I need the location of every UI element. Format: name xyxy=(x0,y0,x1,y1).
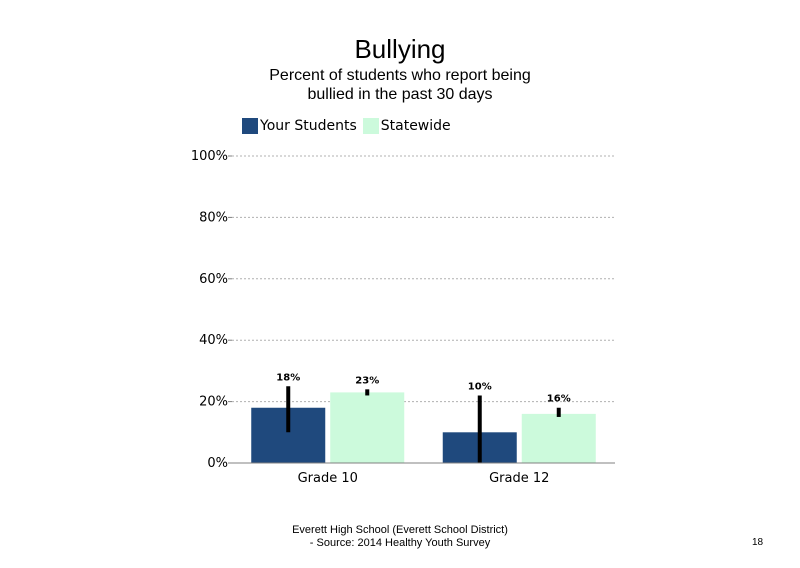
legend-label-your-students: Your Students xyxy=(260,118,357,134)
legend-label-statewide: Statewide xyxy=(380,118,451,134)
bar xyxy=(330,392,404,463)
data-label: 16% xyxy=(546,393,571,405)
y-tick-label: 40% xyxy=(199,333,228,349)
x-tick-label: Grade 12 xyxy=(489,471,550,486)
y-tick-label: 20% xyxy=(199,394,228,410)
y-tick-label: 0% xyxy=(207,456,228,471)
footer-school: Everett High School (Everett School District) xyxy=(292,524,508,536)
chart-subtitle: Percent of students who report being bullied in the past 30 days xyxy=(269,67,531,103)
bar xyxy=(522,414,596,463)
y-tick-label: 100% xyxy=(190,149,228,164)
data-label: 10% xyxy=(467,381,492,393)
chart-title: Bullying xyxy=(354,34,446,64)
footer xyxy=(250,524,550,550)
x-tick-label: Grade 10 xyxy=(297,471,358,486)
data-label: 18% xyxy=(276,372,301,384)
y-tick-label: 60% xyxy=(199,271,228,287)
y-tick-label: 80% xyxy=(199,210,228,226)
footer-source: - Source: 2014 Healthy Youth Survey xyxy=(309,537,491,549)
data-label: 23% xyxy=(355,375,380,387)
page-number: 18 xyxy=(752,537,764,548)
